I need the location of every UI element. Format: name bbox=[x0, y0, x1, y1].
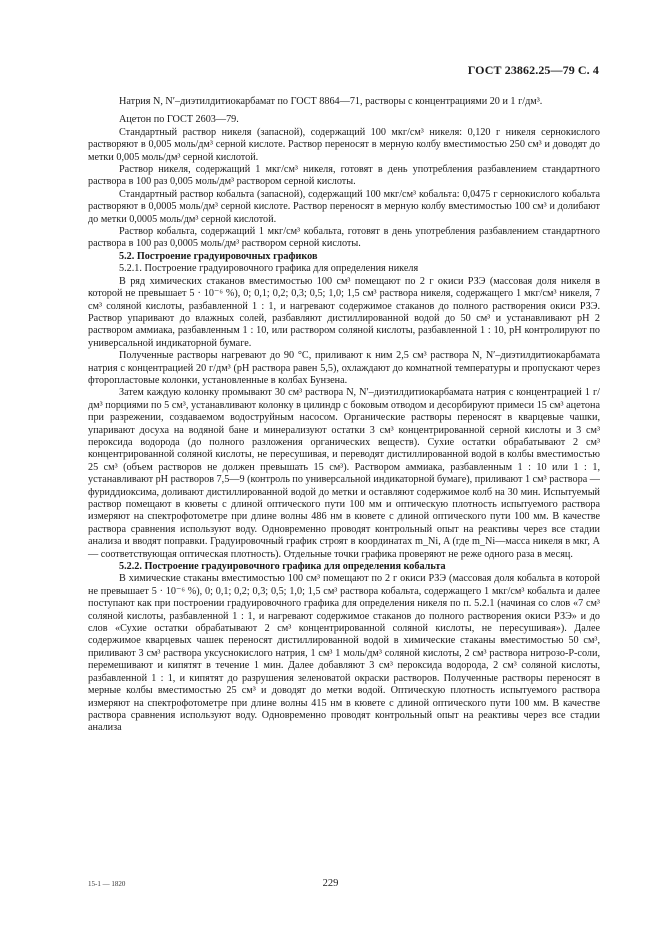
paragraph-reagent-acetone: Ацетон по ГОСТ 2603—79. bbox=[119, 114, 239, 126]
paragraph-cobalt-stock: Стандартный раствор кобальта (запасной), содержащий 100 мкг/см³ кобальта: 0,0475 г сернокислого кобальта растворяют в 0,0005 моль/дм³ серной кислоте. Раствор переносят в мерную колбу вместимостью 100 см³ и долибают до метки 0,0005 моль/дм³ серной кислотой. bbox=[88, 188, 600, 225]
paragraph-nickel-heating: Полученные растворы нагревают до 90 °С, приливают к ним 2,5 см³ раствора N, N′–диэтилдитиокарбамата натрия с концентрацией 20 г/дм³ (pH раствора равен 5,5), охлаждают до комнатной температуры и пропускают через фторопластовые колонки, установленные в колбах Бунзена. bbox=[88, 350, 600, 386]
section-heading-cobalt: 5.2.2. Построение градуировочного графика для определения кобальта bbox=[119, 561, 446, 573]
paragraph-nickel-measurement: Затем каждую колонку промывают 30 см³ раствора N, N′–диэтилдитиокарбамата натрия с концентрацией 1 г/дм³ порциями по 5 см³, устанавливают колонку в цилиндр с боковым отводом и десорбируют примеси 15 см³ ацетона при разрежении, создаваемом водоструйным насосом. Органические растворы переносят в кварцевые чашки, упаривают досуха на водяной бане и минерализуют остатки 3 см³ концентрированной серной кислоты и 3 см³ пероксида водорода (до полного разложения органических веществ). Сухие остатки обрабатывают 2 см³ концентрированной соляной кислоты, не пересушивая, и переводят дистиллированной водой в колбы вместимостью 25 см³ (объем растворов не должен превышать 15 см³). Раствором аммиака, разбавленным 1 : 10 или 1 : 1, устанавливают pH растворов 7,5—9 (контроль по универсальной индикаторной бумаге), приливают 1 см³ раствора — фуриддиоксима, доливают дистиллированной водой до метки и оставляют содержимое колб на 30 мин. Испытуемый раствор помещают в кюветы с длиной оптического пути 100 мм и оптическую плотность испытуемого раствора измеряют на спектрофотометре при длине волны 486 нм в кювете с длиной оптического пути 100 мм. В качестве раствора сравнения используют воду. Одновременно проводят контрольный опыт на реактивы через все стадии анализа и вводят поправки. Градуировочный график строят в координатах m_Ni, A (где m_Ni—масса никеля в мкг, A — соответствующая оптическая плотность). Отдельные точки графика проверяют не реже одного раза в месяц. bbox=[88, 387, 600, 560]
document-header: ГОСТ 23862.25—79 С. 4 bbox=[467, 63, 599, 77]
paragraph-cobalt-working: Раствор кобальта, содержащий 1 мкг/см³ кобальта, готовят в день употребления разбавлением стандартного раствора в 100 раз 0,0005 моль/дм³ раствором серной кислоты. bbox=[88, 226, 600, 250]
paragraph-nickel-working: Раствор никеля, содержащий 1 мкг/см³ никеля, готовят в день употребления разбавлением стандартного раствора в 100 раз 0,005 моль/дм³ раствором серной кислоты. bbox=[88, 164, 600, 188]
paragraph-nickel-procedure: В ряд химических стаканов вместимостью 100 см³ помещают по 2 г окиси РЗЭ (массовая доля никеля в которой не превышает 5 · 10⁻⁶ %), 0; 0,1; 0,2; 0,3; 0,5; 1,0; 1,5 см³ раствора никеля, содержащего 1 мкг/см³ никеля, 7 см³ соляной кислоты, разбавленной 1 : 1, и нагревают содержимое стаканов до полного растворения окиси РЗЭ. Раствор упаривают до влажных солей, разбавляют дистиллированной водой до 50 см³ и устанавливают pH 2 раствором аммиака, разбавленным 1 : 10, или раствором соляной кислоты, разбавленной 1 : 10, pH контролируют по универсальной индикаторной бумаге. bbox=[88, 275, 600, 349]
subsection-title-nickel: 5.2.1. Построение градуировочного графика для определения никеля bbox=[119, 263, 419, 275]
print-code: 15-1 — 1820 bbox=[88, 880, 126, 888]
paragraph-nickel-stock: Стандартный раствор никеля (запасной), содержащий 100 мкг/см³ никеля: 0,120 г никеля сернокислого растворяют в 0,005 моль/дм³ серной кислоте. Раствор переносят в мерную колбу вместимостью 250 см³ и доводят до метки 0,005 моль/дм³ серной кислотой. bbox=[88, 126, 600, 163]
section-heading-calibration: 5.2. Построение градуировочных графиков bbox=[119, 250, 318, 262]
paragraph-cobalt-procedure: В химические стаканы вместимостью 100 см³ помещают по 2 г окиси РЗЭ (массовая доля кобальта в которой не превышает 5 · 10⁻⁶ %), 0; 0,1; 0,2; 0,3; 0,5; 1,0; 1,5 см³ раствора кобальта, содержащего 1 мкг/см³ кобальта и далее поступают как при построении градуировочного графика для определения никеля по п. 5.2.1 (начиная со слов «7 см³ соляной кислоты, разбавленной 1 : 1, и нагревают содержимое стаканов до полного растворения окиси РЗЭ» и до слов «Сухие остатки обрабатывают 2 см³ концентрированной соляной кислоты, не пересушивая»). Далее содержимое кварцевых чашек переносят дистиллированной водой в химические стаканы вместимостью 50 см³, приливают 3 см³ раствора уксуснокислого натрия, 1 см³ 1 моль/дм³ соляной кислоты, 2 см³ раствора нитрозо-Р-соли, перемешивают и кипятят в течение 1 мин. Далее добавляют 3 см³ пероксида водорода, 2 см³ соляной кислоты, разбавленной 1 : 1, и кипятят до разрушения зеленоватой окраски растворов. Полученные растворы переносят в мерные колбы вместимостью 25 см³ и доводят до метки водой. Оптическую плотность испытуемого раствора измеряют на спектрофотометре при длине волны 415 нм в кювете с длиной оптического пути 100 мм. В качестве раствора сравнения используют воду. Одновременно проводят контрольный опыт на реактивы через все стадии анализа bbox=[88, 573, 600, 734]
paragraph-reagent-dtc: Натрия N, N′–диэтилдитиокарбамат по ГОСТ 8864—71, растворы с концентрациями 20 и 1 г/дм³. bbox=[119, 96, 543, 107]
page-number: 229 bbox=[322, 878, 339, 889]
document-body bbox=[88, 96, 600, 735]
